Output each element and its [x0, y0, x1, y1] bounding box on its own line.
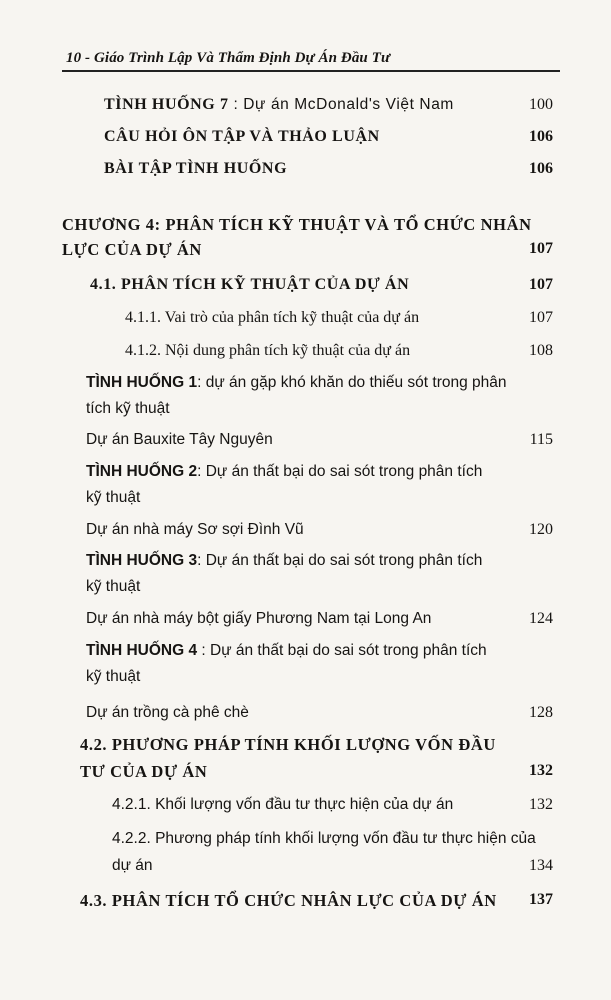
- toc-section-4-1[interactable]: 4.1. PHÂN TÍCH KỸ THUẬT CỦA DỰ ÁN: [90, 276, 410, 293]
- toc-case-3-project[interactable]: Dự án nhà máy bột giấy Phương Nam tại Long An: [86, 610, 432, 627]
- toc-case-desc: : Dự án thất bại do sai sót trong phân tích: [197, 642, 487, 659]
- toc-case-desc: : Dự án thất bại do sai sót trong phân tích: [197, 552, 483, 569]
- toc-page-number: 128: [529, 704, 553, 721]
- toc-page-number: 132: [529, 796, 553, 813]
- toc-case-2-project[interactable]: Dự án nhà máy Sơ sợi Đình Vũ: [86, 521, 304, 538]
- toc-case-1-title[interactable]: [86, 374, 507, 392]
- toc-case-desc: : Dự án thất bại do sai sót trong phân tích: [197, 463, 483, 480]
- toc-page-number: 124: [529, 610, 553, 627]
- toc-case-2-title[interactable]: [86, 463, 482, 481]
- toc-section-4-2-line1[interactable]: 4.2. PHƯƠNG PHÁP TÍNH KHỐI LƯỢNG VỐN ĐẦU: [80, 735, 496, 754]
- toc-page-number: 107: [529, 240, 553, 257]
- toc-subsection-4-2-2-line2[interactable]: dự án: [112, 857, 153, 874]
- toc-case-1-project[interactable]: Dự án Bauxite Tây Nguyên: [86, 431, 273, 448]
- toc-entry-case-exercises[interactable]: BÀI TẬP TÌNH HUỐNG: [104, 160, 288, 177]
- toc-case-4-title[interactable]: [86, 642, 487, 660]
- header-page-number: 10: [66, 50, 82, 66]
- toc-subsection-4-2-1[interactable]: 4.2.1. Khối lượng vốn đầu tư thực hiện của dự án: [112, 796, 454, 813]
- toc-page-number: 137: [529, 891, 553, 908]
- toc-case-3-title[interactable]: [86, 552, 482, 570]
- toc-case-1-desc-cont: tích kỹ thuật: [86, 400, 170, 417]
- toc-page-number: 100: [529, 96, 553, 113]
- toc-case-prefix: TÌNH HUỐNG 4: [86, 642, 198, 659]
- toc-page-number: 108: [529, 342, 553, 359]
- toc-page-number: 120: [529, 521, 553, 538]
- header-book-title: Giáo Trình Lập Và Thẩm Định Dự Án Đầu Tư: [94, 50, 391, 66]
- toc-case-prefix: TÌNH HUỐNG 1: [86, 374, 198, 391]
- header-separator: -: [81, 50, 94, 66]
- toc-entry-case-7[interactable]: [104, 96, 454, 114]
- toc-case-desc: : dự án gặp khó khăn do thiếu sót trong phân: [197, 374, 507, 391]
- toc-chapter-4-line2[interactable]: LỰC CỦA DỰ ÁN: [62, 240, 202, 259]
- toc-subsection-4-1-2[interactable]: 4.1.2. Nội dung phân tích kỹ thuật của dự án: [125, 342, 411, 359]
- toc-section-4-2-line2[interactable]: TƯ CỦA DỰ ÁN: [80, 762, 208, 781]
- toc-section-4-3[interactable]: 4.3. PHÂN TÍCH TỔ CHỨC NHÂN LỰC CỦA DỰ ÁN: [80, 891, 497, 910]
- toc-case-prefix: TÌNH HUỐNG 2: [86, 463, 198, 480]
- toc-chapter-4-line1[interactable]: CHƯƠNG 4: PHÂN TÍCH KỸ THUẬT VÀ TỔ CHỨC NHÂN: [62, 215, 532, 234]
- toc-page-number: 106: [529, 128, 553, 145]
- toc-entry-text: : Dự án McDonald's Việt Nam: [228, 96, 454, 113]
- toc-page-number: 132: [529, 762, 553, 779]
- toc-subsection-4-1-1[interactable]: 4.1.1. Vai trò của phân tích kỹ thuật của dự án: [125, 309, 420, 326]
- header-rule: [62, 70, 560, 72]
- toc-case-prefix: TÌNH HUỐNG 7: [104, 96, 229, 113]
- toc-subsection-4-2-2-line1[interactable]: 4.2.2. Phương pháp tính khối lượng vốn đầu tư thực hiện của: [112, 830, 536, 847]
- toc-case-prefix: TÌNH HUỐNG 3: [86, 552, 198, 569]
- toc-page-number: 106: [529, 160, 553, 177]
- running-header: [66, 50, 556, 67]
- toc-page-number: 115: [529, 431, 553, 448]
- toc-case-4-desc-cont: kỹ thuật: [86, 668, 141, 685]
- toc-entry-review-questions[interactable]: CÂU HỎI ÔN TẬP VÀ THẢO LUẬN: [104, 128, 380, 145]
- toc-page-number: 107: [529, 309, 553, 326]
- toc-case-3-desc-cont: kỹ thuật: [86, 578, 141, 595]
- toc-case-2-desc-cont: kỹ thuật: [86, 489, 141, 506]
- toc-case-4-project[interactable]: Dự án trồng cà phê chè: [86, 704, 249, 721]
- toc-page-number: 107: [529, 276, 553, 293]
- toc-page-number: 134: [529, 857, 553, 874]
